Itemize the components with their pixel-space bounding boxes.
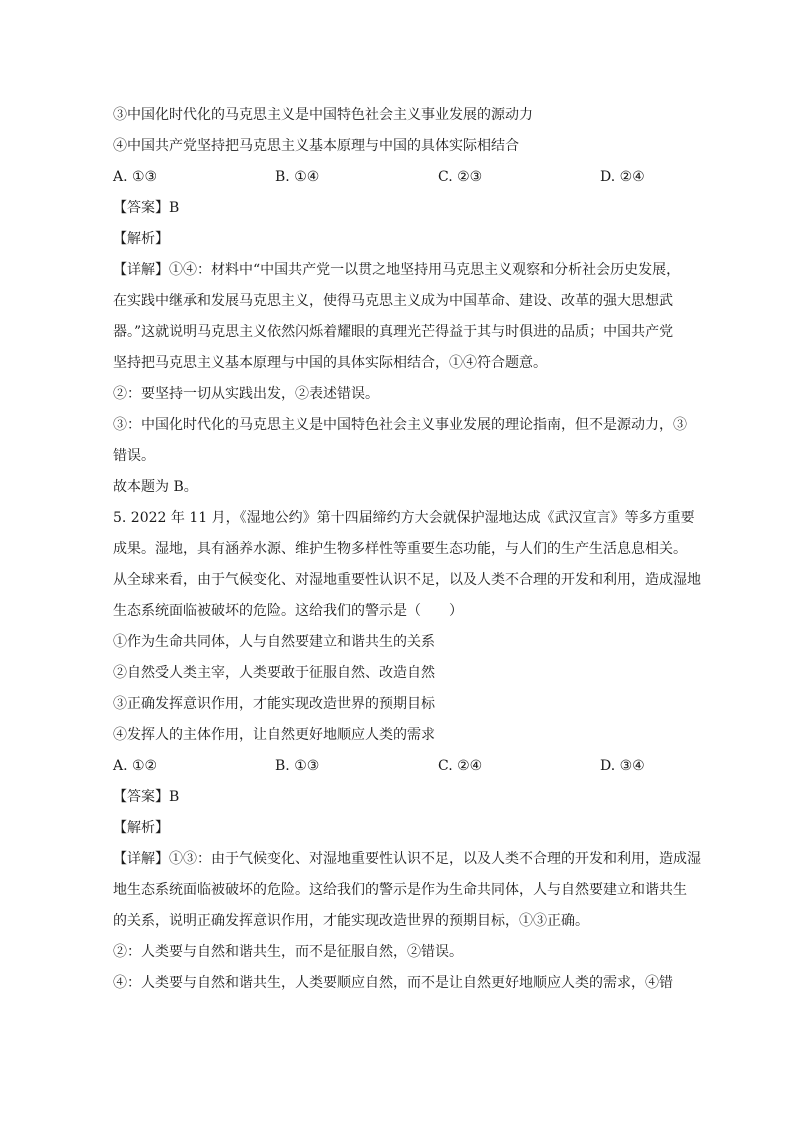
q5-stem-line: 成果。湿地，具有涵养水源、维护生物多样性等重要生态功能，与人们的生产生活息息相关。 xyxy=(113,541,687,557)
q4-detail-line: 器。”这就说明马克思主义依然闪烁着耀眼的真理光芒得益于其与时俱进的品质；中国共产党 xyxy=(113,324,674,340)
q5-option-3: ③正确发挥意识作用，才能实现改造世界的预期目标 xyxy=(113,696,435,712)
q5-choice-d: D. ③④ xyxy=(600,758,645,774)
q4-conclusion: 故本题为 B。 xyxy=(113,479,198,495)
q5-detail-line: 【详解】①③：由于气候变化、对湿地重要性认识不足，以及人类不合理的开发和利用，造成湿 xyxy=(113,851,701,867)
q5-note-4: ④：人类要与自然和谐共生，人类要顺应自然，而不是让自然更好地顺应人类的需求，④错 xyxy=(113,975,673,991)
q4-note-3-line: ③：中国化时代化的马克思主义是中国特色社会主义事业发展的理论指南，但不是源动力，③ xyxy=(113,417,687,433)
q4-note-3-line: 错误。 xyxy=(113,448,155,464)
q4-choice-b: B. ①④ xyxy=(275,169,320,185)
q4-detail xyxy=(113,255,683,379)
q5-stem-line: 5. 2022 年 11 月，《湿地公约》第十四届缔约方大会就保护湿地达成《武汉宣言》等多方重要 xyxy=(113,510,695,526)
q5-option-2: ②自然受人类主宰，人类要敢于征服自然、改造自然 xyxy=(113,665,435,681)
q4-option-4: ④中国共产党坚持把马克思主义基本原理与中国的具体实际相结合 xyxy=(113,138,519,154)
q4-answer: 【答案】B xyxy=(113,200,180,216)
q4-note-2: ②：要坚持一切从实践出发，②表述错误。 xyxy=(113,386,379,402)
q4-choices xyxy=(113,162,683,193)
q5-choice-b: B. ①③ xyxy=(275,758,320,774)
q5-choice-c: C. ②④ xyxy=(438,758,483,774)
q5-choices xyxy=(113,751,683,782)
q5-choice-a: A. ①② xyxy=(113,758,158,774)
document-page xyxy=(113,100,701,999)
q5-option-1: ①作为生命共同体，人与自然要建立和谐共生的关系 xyxy=(113,634,435,650)
q4-choice-d: D. ②④ xyxy=(600,169,645,185)
q5-detail-line: 地生态系统面临被破坏的危险。这给我们的警示是作为生命共同体，人与自然要建立和谐共生 xyxy=(113,882,687,898)
q4-choice-c: C. ②③ xyxy=(438,169,483,185)
q4-option-3: ③中国化时代化的马克思主义是中国特色社会主义事业发展的源动力 xyxy=(113,107,533,123)
q5-answer: 【答案】B xyxy=(113,789,180,805)
q4-detail-line: 在实践中继承和发展马克思主义，使得马克思主义成为中国革命、建设、改革的强大思想武 xyxy=(113,293,673,309)
q5-note-2: ②：人类要与自然和谐共生，而不是征服自然，②错误。 xyxy=(113,944,463,960)
q5-stem xyxy=(113,503,701,627)
q5-option-4: ④发挥人的主体作用，让自然更好地顺应人类的需求 xyxy=(113,727,435,743)
q5-detail xyxy=(113,844,701,937)
q4-analysis-label: 【解析】 xyxy=(113,231,169,247)
q4-detail-line: 坚持把马克思主义基本原理与中国的具体实际相结合，①④符合题意。 xyxy=(113,355,547,371)
q4-choice-a: A. ①③ xyxy=(113,169,158,185)
q4-detail-line: 【详解】①④：材料中“中国共产党一以贯之地坚持用马克思主义观察和分析社会历史发展， xyxy=(113,262,681,278)
q5-stem-line: 从全球来看，由于气候变化、对湿地重要性认识不足，以及人类不合理的开发和利用，造成湿地 xyxy=(113,572,701,588)
q5-analysis-label: 【解析】 xyxy=(113,820,169,836)
q5-detail-line: 的关系，说明正确发挥意识作用，才能实现改造世界的预期目标，①③正确。 xyxy=(113,913,589,929)
q5-stem-line: 生态系统面临被破坏的危险。这给我们的警示是（ ） xyxy=(113,603,463,619)
